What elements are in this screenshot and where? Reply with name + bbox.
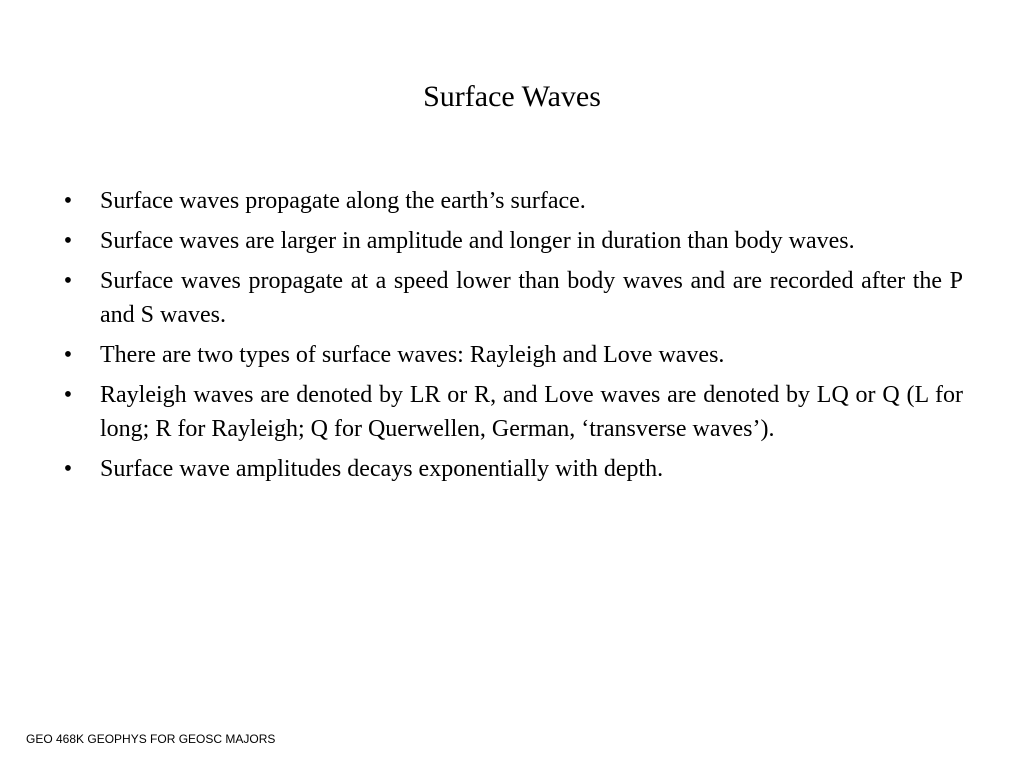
bullet-icon: •: [63, 268, 73, 294]
bullet-text: Surface wave amplitudes decays exponentially with depth.: [100, 456, 664, 482]
bullet-item: [58, 378, 963, 446]
bullet-icon: •: [63, 456, 73, 482]
slide-title: Surface Waves: [423, 80, 601, 113]
bullet-item: [58, 224, 963, 258]
bullet-text: Surface waves propagate at a speed lower than body waves and are recorded after the P and S waves.: [100, 268, 963, 328]
bullet-text: There are two types of surface waves: Rayleigh and Love waves.: [100, 342, 725, 368]
bullet-text: Rayleigh waves are denoted by LR or R, and Love waves are denoted by LQ or Q (L for long; R for Rayleigh; Q for Querwellen, German, ‘transverse waves’).: [100, 382, 963, 442]
bullet-icon: •: [63, 228, 73, 254]
bullet-list: [58, 184, 963, 492]
bullet-item: [58, 452, 963, 486]
footer-course-label: GEO 468K GEOPHYS FOR GEOSC MAJORS: [26, 732, 276, 746]
bullet-text: Surface waves are larger in amplitude and longer in duration than body waves.: [100, 228, 855, 254]
bullet-icon: •: [63, 188, 73, 214]
bullet-item: [58, 184, 963, 218]
bullet-icon: •: [63, 342, 73, 368]
bullet-item: [58, 264, 963, 332]
bullet-item: [58, 338, 963, 372]
bullet-icon: •: [63, 382, 73, 408]
bullet-text: Surface waves propagate along the earth’s surface.: [100, 188, 586, 214]
